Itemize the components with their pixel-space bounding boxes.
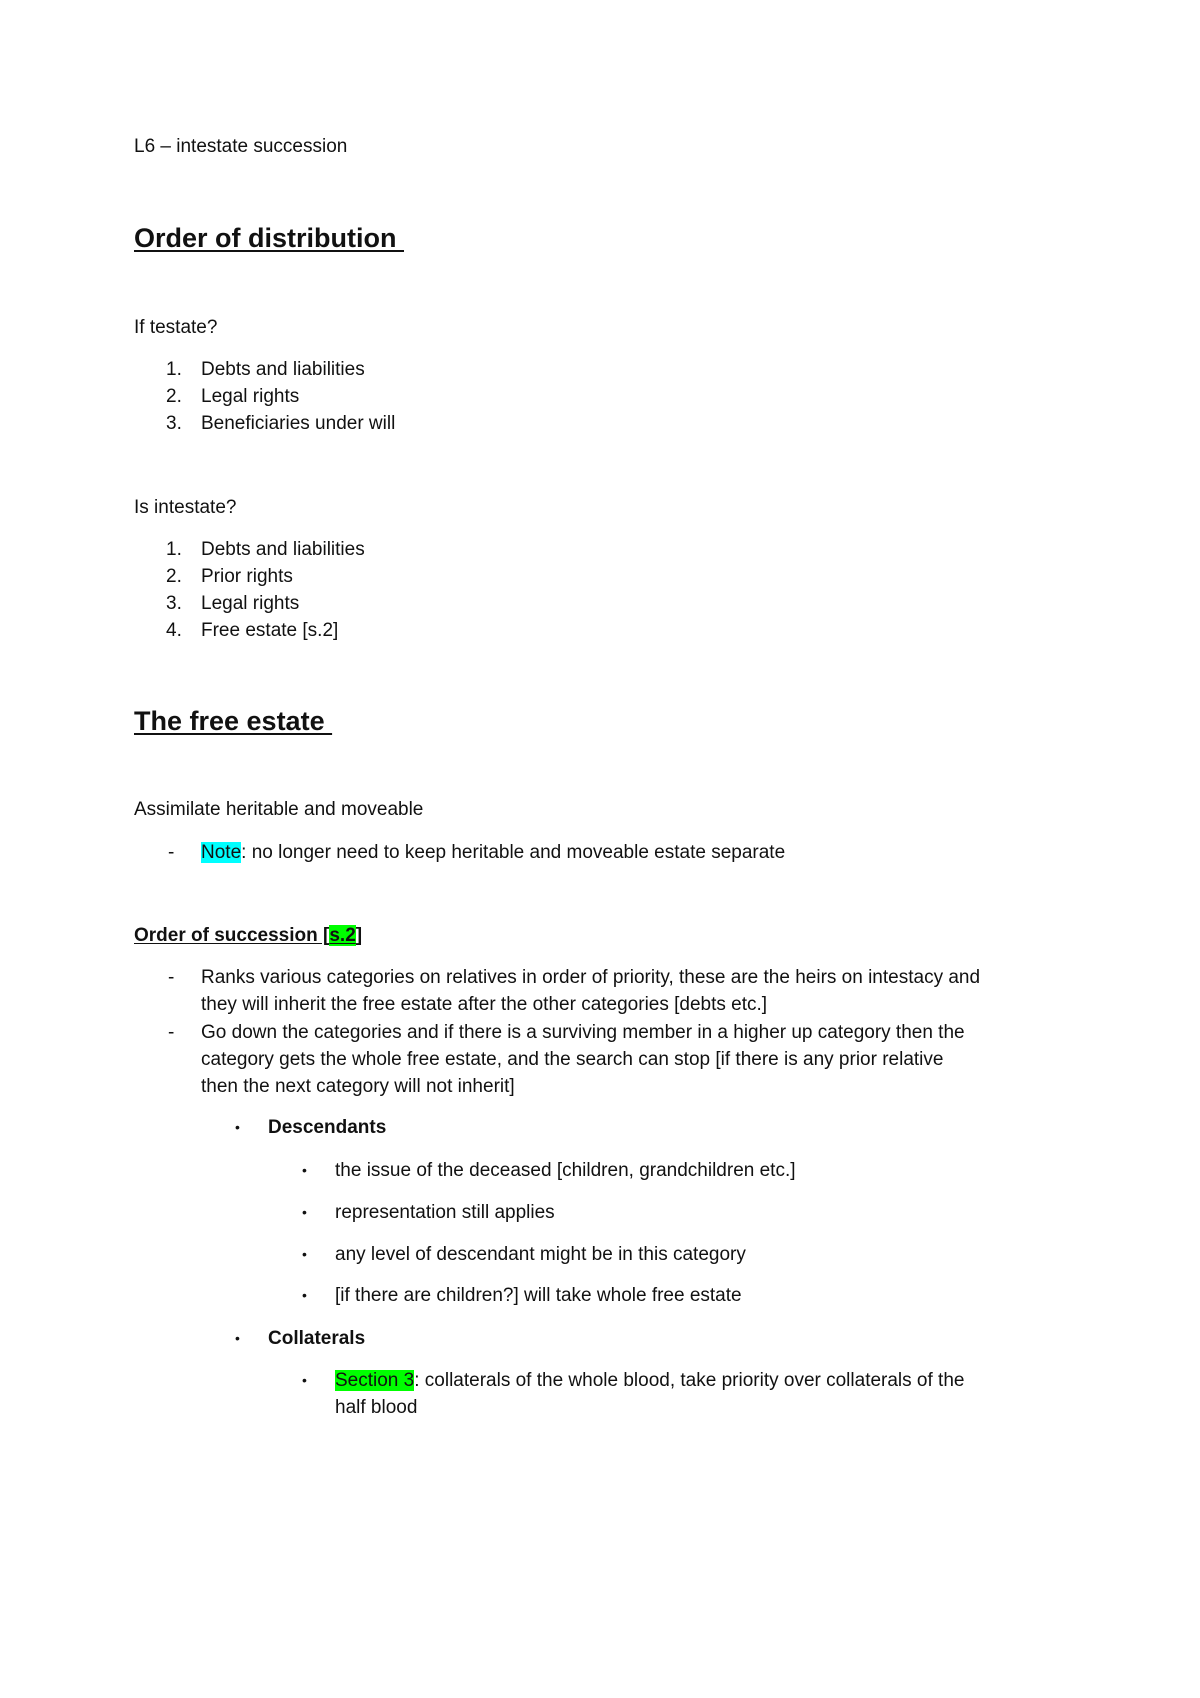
testate-question: If testate? xyxy=(134,317,218,338)
bullet-icon: • xyxy=(235,1330,240,1346)
note-highlight: Note xyxy=(201,842,242,863)
list-item-number: 1. xyxy=(166,539,182,560)
dash-bullet: - xyxy=(168,1022,175,1043)
list-item: Debts and liabilities xyxy=(201,359,365,380)
succession-point-1-line-1: Ranks various categories on relatives in order of priority, these are the heirs on intestacy and xyxy=(201,967,981,988)
dash-bullet: - xyxy=(168,842,175,863)
assimilate-text: Assimilate heritable and moveable xyxy=(134,799,424,820)
section-3-highlight: Section 3 xyxy=(335,1370,415,1391)
heading-text: Order of succession [ xyxy=(134,925,330,946)
list-item: Debts and liabilities xyxy=(201,539,365,560)
list-item: any level of descendant might be in this category xyxy=(335,1244,746,1265)
list-item: Legal rights xyxy=(201,593,300,614)
order-of-succession-heading xyxy=(134,921,362,950)
bullet-icon: • xyxy=(302,1246,307,1262)
intestate-question: Is intestate? xyxy=(134,497,237,518)
bullet-icon: • xyxy=(302,1372,307,1388)
list-item: the issue of the deceased [children, grandchildren etc.] xyxy=(335,1160,796,1181)
bullet-icon: • xyxy=(235,1119,240,1135)
succession-point-2-line-1: Go down the categories and if there is a surviving member in a higher up category then the xyxy=(201,1022,965,1043)
list-item-number: 2. xyxy=(166,386,182,407)
collaterals-title: Collaterals xyxy=(268,1328,366,1349)
succession-point-1-line-2: they will inherit the free estate after the other categories [debts etc.] xyxy=(201,994,768,1015)
section-ref-highlight: s.2 xyxy=(329,925,356,946)
list-item-number: 1. xyxy=(166,359,182,380)
heading-order-of-distribution: Order of distribution xyxy=(134,223,404,253)
list-item-number: 3. xyxy=(166,593,182,614)
list-item-number: 4. xyxy=(166,620,182,641)
list-item: Prior rights xyxy=(201,566,293,587)
list-item: [if there are children?] will take whole free estate xyxy=(335,1285,742,1306)
collaterals-section-line-2: half blood xyxy=(335,1397,418,1418)
bullet-icon: • xyxy=(302,1287,307,1303)
succession-point-2-line-2: category gets the whole free estate, and the search can stop [if there is any prior relative xyxy=(201,1049,944,1070)
list-item: representation still applies xyxy=(335,1202,555,1223)
collaterals-section-line-1 xyxy=(335,1366,964,1395)
list-item: Free estate [s.2] xyxy=(201,620,339,641)
bullet-icon: • xyxy=(302,1162,307,1178)
note-text: : no longer need to keep heritable and moveable estate separate xyxy=(241,842,786,863)
list-item-number: 3. xyxy=(166,413,182,434)
heading-free-estate: The free estate xyxy=(134,706,333,736)
document-title-line: L6 – intestate succession xyxy=(134,136,348,157)
succession-point-2-line-3: then the next category will not inherit] xyxy=(201,1076,515,1097)
section-3-text: : collaterals of the whole blood, take priority over collaterals of the xyxy=(414,1370,965,1391)
descendants-title: Descendants xyxy=(268,1117,387,1138)
list-item: Legal rights xyxy=(201,386,300,407)
bullet-icon: • xyxy=(302,1204,307,1220)
note-line xyxy=(201,838,785,867)
dash-bullet: - xyxy=(168,967,175,988)
list-item-number: 2. xyxy=(166,566,182,587)
list-item: Beneficiaries under will xyxy=(201,413,396,434)
heading-bracket: ] xyxy=(355,925,363,946)
